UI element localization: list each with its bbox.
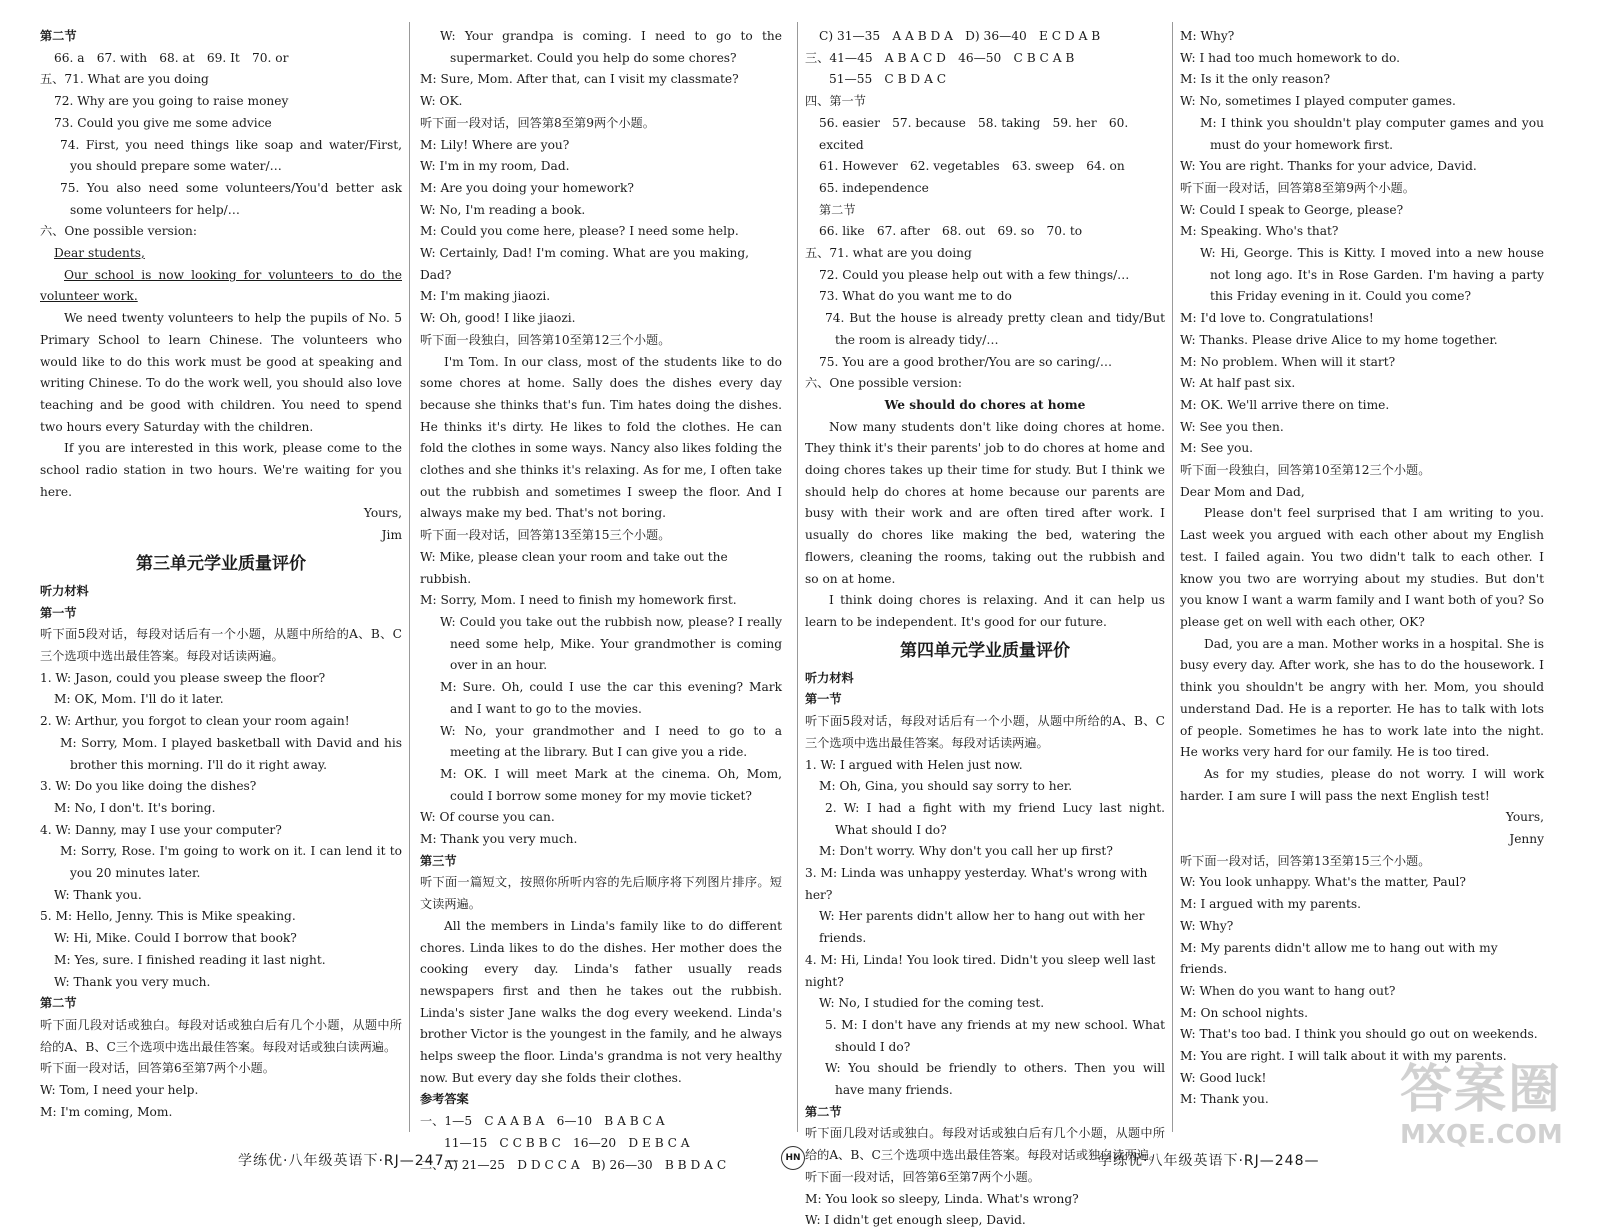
text-line: W: I didn't get enough sleep, David. — [805, 1213, 1026, 1228]
text-line: 听下面一段对话，回答第6至第7两个小题。 — [40, 1061, 275, 1076]
text-line: W: OK. — [420, 94, 463, 109]
text-line: I'm Tom. In our class, most of the students like to do some chores at home. Sally does the dishes every day because she thinks that's fun. Tim hates doing the dishes. He thinks it's dirty. He likes to fold the clothes. He can fold the clothes in some ways. Nancy also likes folding the clothes and she thinks it's relaxing. As for me, I often take out the rubbish and sometimes I sweep the floor. And I always make my bed. That's not boring. — [420, 354, 782, 521]
text-line: 听下面5段对话，每段对话后有一个小题，从题中所给的A、B、C三个选项中选出最佳答案。每段对话读两遍。 — [805, 714, 1165, 750]
text-line: 听下面5段对话，每段对话后有一个小题，从题中所给的A、B、C三个选项中选出最佳答案。每段对话读两遍。 — [40, 627, 402, 663]
text-line: I think doing chores is relaxing. And it can help us learn to be independent. It's good for our future. — [805, 593, 1165, 629]
text-line: 听下面几段对话或独白。每段对话或独白后有几个小题，从题中所给的A、B、C三个选项中选出最佳答案。每段对话或独白读两遍。 — [805, 1126, 1165, 1163]
text-line: 61. However 62. vegetables 63. sweep 64. on — [819, 159, 1125, 174]
text-line: 五、71. what are you doing — [805, 246, 972, 261]
column-divider — [409, 22, 410, 1132]
text-line: 2. W: Arthur, you forgot to clean your room again! — [40, 714, 350, 729]
text-line: 三、41—45 A B A C D 46—50 C B C A B — [805, 50, 1075, 65]
text-line: W: You look unhappy. What's the matter, Paul? — [1180, 875, 1466, 890]
text-line: As for my studies, please do not worry. I will work harder. I am sure I will pass the next English test! — [1180, 766, 1544, 803]
text-line: 2. W: I had a fight with my friend Lucy last night. What should I do? — [825, 800, 1165, 837]
column-2 — [420, 26, 782, 1176]
text-line: W: Could you take out the rubbish now, please? I really need some help, Mike. Your grandmother is coming over in an hour. — [440, 614, 782, 673]
text-line: 66. like 67. after 68. out 69. so 70. to — [819, 224, 1083, 239]
text-line: 一、1—5 C A A B A 6—10 B A B C A — [420, 1114, 665, 1129]
text-line: M: OK, Mom. I'll do it later. — [54, 692, 224, 707]
text-line: 听下面一篇短文，按照你所听内容的先后顺序将下列图片排序。短文读两遍。 — [420, 875, 782, 912]
section-heading: 第一节 — [805, 692, 842, 707]
text-line: W: Your grandpa is coming. I need to go to the supermarket. Could you help do some chores? — [440, 29, 782, 65]
text-line: W: You should be friendly to others. Then you will have many friends. — [825, 1061, 1165, 1098]
text-line: W: Thank you. — [54, 887, 142, 902]
text-line: 65. independence — [819, 180, 929, 195]
section-heading: 第三节 — [420, 853, 457, 868]
text-line: 二、A) 21—25 D D C C A B) 26—30 B B D A C — [420, 1157, 727, 1172]
text-line: 74. But the house is already pretty clean and tidy/But the room is already tidy/… — [825, 311, 1165, 347]
text-line: W: Mike, please clean your room and take out the rubbish. — [420, 549, 728, 586]
column-3 — [805, 26, 1165, 1232]
text-line: Please don't feel surprised that I am writing to you. Last week you argued with each other about my English test. I failed again. You two didn't talk to each other. I know you two are worrying about my studies. But don't you know I want a warm family and I want both of you? So please get on well with each other, OK? — [1180, 506, 1544, 629]
text-line: W: Hi, George. This is Kitty. I moved into a new house not long ago. It's in Rose Garden. I'm having a party this Friday evening in it. Could you come? — [1200, 246, 1544, 304]
text-line: M: No, I don't. It's boring. — [54, 800, 216, 815]
text-line: 4. M: Hi, Linda! You look tired. Didn't you sleep well last night? — [805, 952, 1156, 989]
text-line: 11—15 C C B B C 16—20 D E B C A — [444, 1135, 690, 1150]
column-4 — [1180, 26, 1544, 1111]
text-line: Yours, — [363, 506, 402, 521]
text-line: W: Hi, Mike. Could I borrow that book? — [54, 931, 297, 946]
text-line: M: Yes, sure. I finished reading it last night. — [54, 952, 326, 967]
text-line: 六、One possible version: — [40, 224, 198, 239]
text-line: 56. easier 57. because 58. taking 59. her 60. excited — [819, 115, 1129, 152]
text-line: 72. Could you please help out with a few things/… — [819, 267, 1130, 282]
section-heading: 第二节 — [40, 996, 77, 1011]
text-line: Now many students don't like doing chores at home. They think it's their parents' job to do chores at home and doing chores takes up their time for study. But I think we should help do chores at home because our parents are busy with their work and are often tired after work. I usually do chores like making the bed, watering the flowers, cleaning the rooms, taking out the rubbish and so on at home. — [805, 419, 1165, 586]
text-line: 听下面一段对话，回答第13至第15三个小题。 — [420, 528, 671, 543]
text-line: W: No, I studied for the coming test. — [819, 996, 1045, 1011]
text-line: M: You look so sleepy, Linda. What's wrong? — [805, 1191, 1079, 1206]
text-line: M: No problem. When will it start? — [1180, 354, 1396, 369]
text-line: W: Could I speak to George, please? — [1180, 202, 1404, 217]
text-line: W: At half past six. — [1180, 376, 1296, 391]
column-1 — [40, 26, 402, 1123]
text-line: M: I argued with my parents. — [1180, 897, 1362, 912]
text-line: 74. First, you need things like soap and water/First, you should prepare some water/… — [60, 137, 402, 174]
section-heading: 听力材料 — [40, 583, 89, 598]
section-heading: 第二节 — [40, 29, 77, 43]
column-divider — [1172, 22, 1173, 1132]
text-line: 3. W: Do you like doing the dishes? — [40, 779, 257, 794]
text-line: W: Tom, I need your help. — [40, 1083, 199, 1098]
section-heading: 参考答案 — [420, 1092, 469, 1107]
text-line: M: Sure, Mom. After that, can I visit my classmate? — [420, 72, 739, 87]
text-line: Jenny — [1509, 832, 1544, 847]
text-line: 72. Why are you going to raise money — [54, 94, 289, 109]
text-line: M: Sorry, Mom. I played basketball with David and his brother this morning. I'll do it right away. — [60, 735, 402, 772]
text-line: M: Sorry, Rose. I'm going to work on it. I can lend it to you 20 minutes later. — [60, 844, 402, 881]
text-line: M: OK. I will meet Mark at the cinema. Oh, Mom, could I borrow some money for my movie ticket? — [440, 766, 782, 803]
section-title: 第三单元学业质量评价 — [136, 553, 306, 574]
text-line: 73. Could you give me some advice — [54, 115, 272, 130]
text-line: M: OK. We'll arrive there on time. — [1180, 397, 1390, 412]
text-line: 听下面一段独白，回答第10至第12三个小题。 — [1180, 463, 1431, 478]
section-heading: 第一节 — [40, 605, 77, 620]
text-line: M: Could you come here, please? I need some help. — [420, 224, 739, 239]
text-line: 1. W: Jason, could you please sweep the floor? — [40, 670, 326, 685]
section-heading: 听力材料 — [805, 670, 854, 685]
watermark-text: 答案圈 — [1400, 1060, 1563, 1120]
text-line: M: I'm making jiaozi. — [420, 289, 551, 304]
text-line: M: Oh, Gina, you should say sorry to her. — [819, 779, 1073, 794]
text-line: 听下面一段对话，回答第13至第15三个小题。 — [1180, 853, 1431, 868]
text-line: M: I'm coming, Mom. — [40, 1104, 173, 1119]
text-line: 75. You also need some volunteers/You'd better ask some volunteers for help/… — [60, 180, 402, 217]
text-line: M: On school nights. — [1180, 1005, 1308, 1020]
text-line: 听下面几段对话或独白。每段对话或独白后有几个小题，从题中所给的A、B、C三个选项中选出最佳答案。每段对话或独白读两遍。 — [40, 1017, 402, 1054]
column-divider — [797, 22, 798, 1132]
watermark-logo — [1400, 1060, 1590, 1170]
text-line: 五、71. What are you doing — [40, 72, 209, 87]
text-line: 4. W: Danny, may I use your computer? — [40, 822, 282, 837]
text-line: If you are interested in this work, please come to the school radio station in two hours. We're waiting for you here. — [40, 441, 402, 499]
text-line: M: See you. — [1180, 441, 1254, 456]
text-line: W: Oh, good! I like jiaozi. — [420, 311, 576, 326]
text-line: M: I think you shouldn't play computer games and you must do your homework first. — [1200, 115, 1544, 152]
text-line: W: That's too bad. I think you should go out on weekends. — [1180, 1027, 1538, 1042]
text-line: 3. M: Linda was unhappy yesterday. What's wrong with her? — [805, 866, 1148, 902]
text-line: 51—55 C B D A C — [829, 72, 947, 87]
text-line: M: Speaking. Who's that? — [1180, 224, 1339, 239]
text-line: 听下面一段对话，回答第6至第7两个小题。 — [805, 1169, 1040, 1184]
text-line: All the members in Linda's family like to do different chores. Linda likes to do the dishes. Her mother does the cooking every day. Linda's father usually reads newspapers first and then he takes out the rubbish. Linda's sister Jane walks the dog every weekend. Linda's brother Victor is the youngest in the family, and he always helps sweep the floor. Linda's grandma is not very healthy now. But every day she folds their clothes. — [420, 918, 782, 1085]
watermark-url: MXQE.COM — [1400, 1120, 1563, 1150]
footer-left: 学练优·八年级英语下·RJ—247— — [238, 1153, 460, 1169]
essay-title: We should do chores at home — [884, 397, 1086, 412]
text-line: 5. M: I don't have any friends at my new school. What should I do? — [825, 1017, 1165, 1054]
text-line: Yours, — [1505, 810, 1544, 825]
text-line: M: Lily! Where are you? — [420, 137, 570, 152]
text-line: W: Thank you very much. — [54, 974, 211, 989]
footer-right: 学练优·八年级英语下·RJ—248— — [1098, 1153, 1320, 1169]
text-line: 听下面一段对话，回答第8至第9两个小题。 — [420, 115, 655, 130]
text-line: Dear Mom and Dad, — [1180, 484, 1305, 499]
text-line: M: Sure. Oh, could I use the car this evening? Mark and I want to go to the movies. — [440, 680, 782, 716]
text-line: Jim — [381, 528, 402, 543]
text-line: 四、第一节 — [805, 94, 866, 109]
text-line: 1. W: I argued with Helen just now. — [805, 757, 1023, 772]
text-line: 六、One possible version: — [805, 376, 963, 391]
text-line: Dad, you are a man. Mother works in a hospital. She is busy every day. After work, she has to do the housework. I think you shouldn't be angry with her. Mom, you should understand Dad. He is a reporter. He has to talk with lots of people. Sometimes he has to work late into the night. He works very hard for our family. He is too tired. — [1180, 636, 1545, 760]
text-line: W: Why? — [1180, 918, 1234, 933]
text-line: W: Thanks. Please drive Alice to my home together. — [1180, 332, 1498, 347]
text-line: 75. You are a good brother/You are so caring/… — [819, 354, 1113, 369]
text-line: M: Sorry, Mom. I need to finish my homework first. — [420, 593, 737, 608]
text-line: 73. What do you want me to do — [819, 289, 1012, 304]
text-line: W: See you then. — [1180, 419, 1284, 434]
text-line: M: I'd love to. Congratulations! — [1180, 311, 1374, 326]
text-line: Dear students, — [54, 246, 145, 261]
text-line: W: I'm in my room, Dad. — [420, 159, 570, 174]
text-line: M: Don't worry. Why don't you call her up first? — [819, 844, 1113, 859]
text-line: M: Thank you. — [1180, 1092, 1269, 1107]
text-line: C) 31—35 A A B D A D) 36—40 E C D A B — [819, 29, 1101, 43]
text-line: W: No, your grandmother and I need to go to a meeting at the library. But I can give you a ride. — [440, 723, 782, 760]
text-line: W: Her parents didn't allow her to hang out with her friends. — [819, 909, 1145, 946]
text-line: W: Of course you can. — [420, 810, 555, 825]
text-line: 听下面一段独白，回答第10至第12三个小题。 — [420, 332, 671, 347]
text-line: M: My parents didn't allow me to hang out with my friends. — [1180, 940, 1498, 977]
publisher-badge: HN — [781, 1146, 805, 1170]
text-line: M: Thank you very much. — [420, 832, 578, 847]
section-title: 第四单元学业质量评价 — [900, 640, 1070, 661]
section-heading: 第二节 — [805, 1104, 842, 1119]
text-line: 66. a 67. with 68. at 69. It 70. or — [54, 50, 289, 65]
text-line: M: Is it the only reason? — [1180, 72, 1331, 87]
text-line: W: When do you want to hang out? — [1180, 983, 1396, 998]
text-line: M: Are you doing your homework? — [420, 180, 634, 195]
text-line: W: No, I'm reading a book. — [420, 202, 586, 217]
text-line: M: Why? — [1180, 29, 1235, 43]
text-line: W: Certainly, Dad! I'm coming. What are you making, Dad? — [420, 246, 750, 282]
text-line: 第二节 — [819, 202, 856, 217]
text-line: M: You are right. I will talk about it with my parents. — [1180, 1049, 1507, 1064]
text-line: We need twenty volunteers to help the pupils of No. 5 Primary School to learn Chinese. The volunteers who would like to do this work must be good at speaking and writing Chinese. To do the work well, you should also love teaching and be good with children. You need to spend two hours every Saturday with the children. — [40, 311, 402, 434]
text-line: W: Good luck! — [1180, 1070, 1267, 1085]
text-line: Our school is now looking for volunteers to do the volunteer work. — [40, 267, 402, 304]
text-line: W: I had too much homework to do. — [1180, 50, 1401, 65]
text-line: W: No, sometimes I played computer games. — [1180, 94, 1456, 109]
text-line: 听下面一段对话，回答第8至第9两个小题。 — [1180, 180, 1415, 195]
text-line: 5. M: Hello, Jenny. This is Mike speaking. — [40, 909, 296, 924]
text-line: W: You are right. Thanks for your advice, David. — [1180, 159, 1477, 174]
